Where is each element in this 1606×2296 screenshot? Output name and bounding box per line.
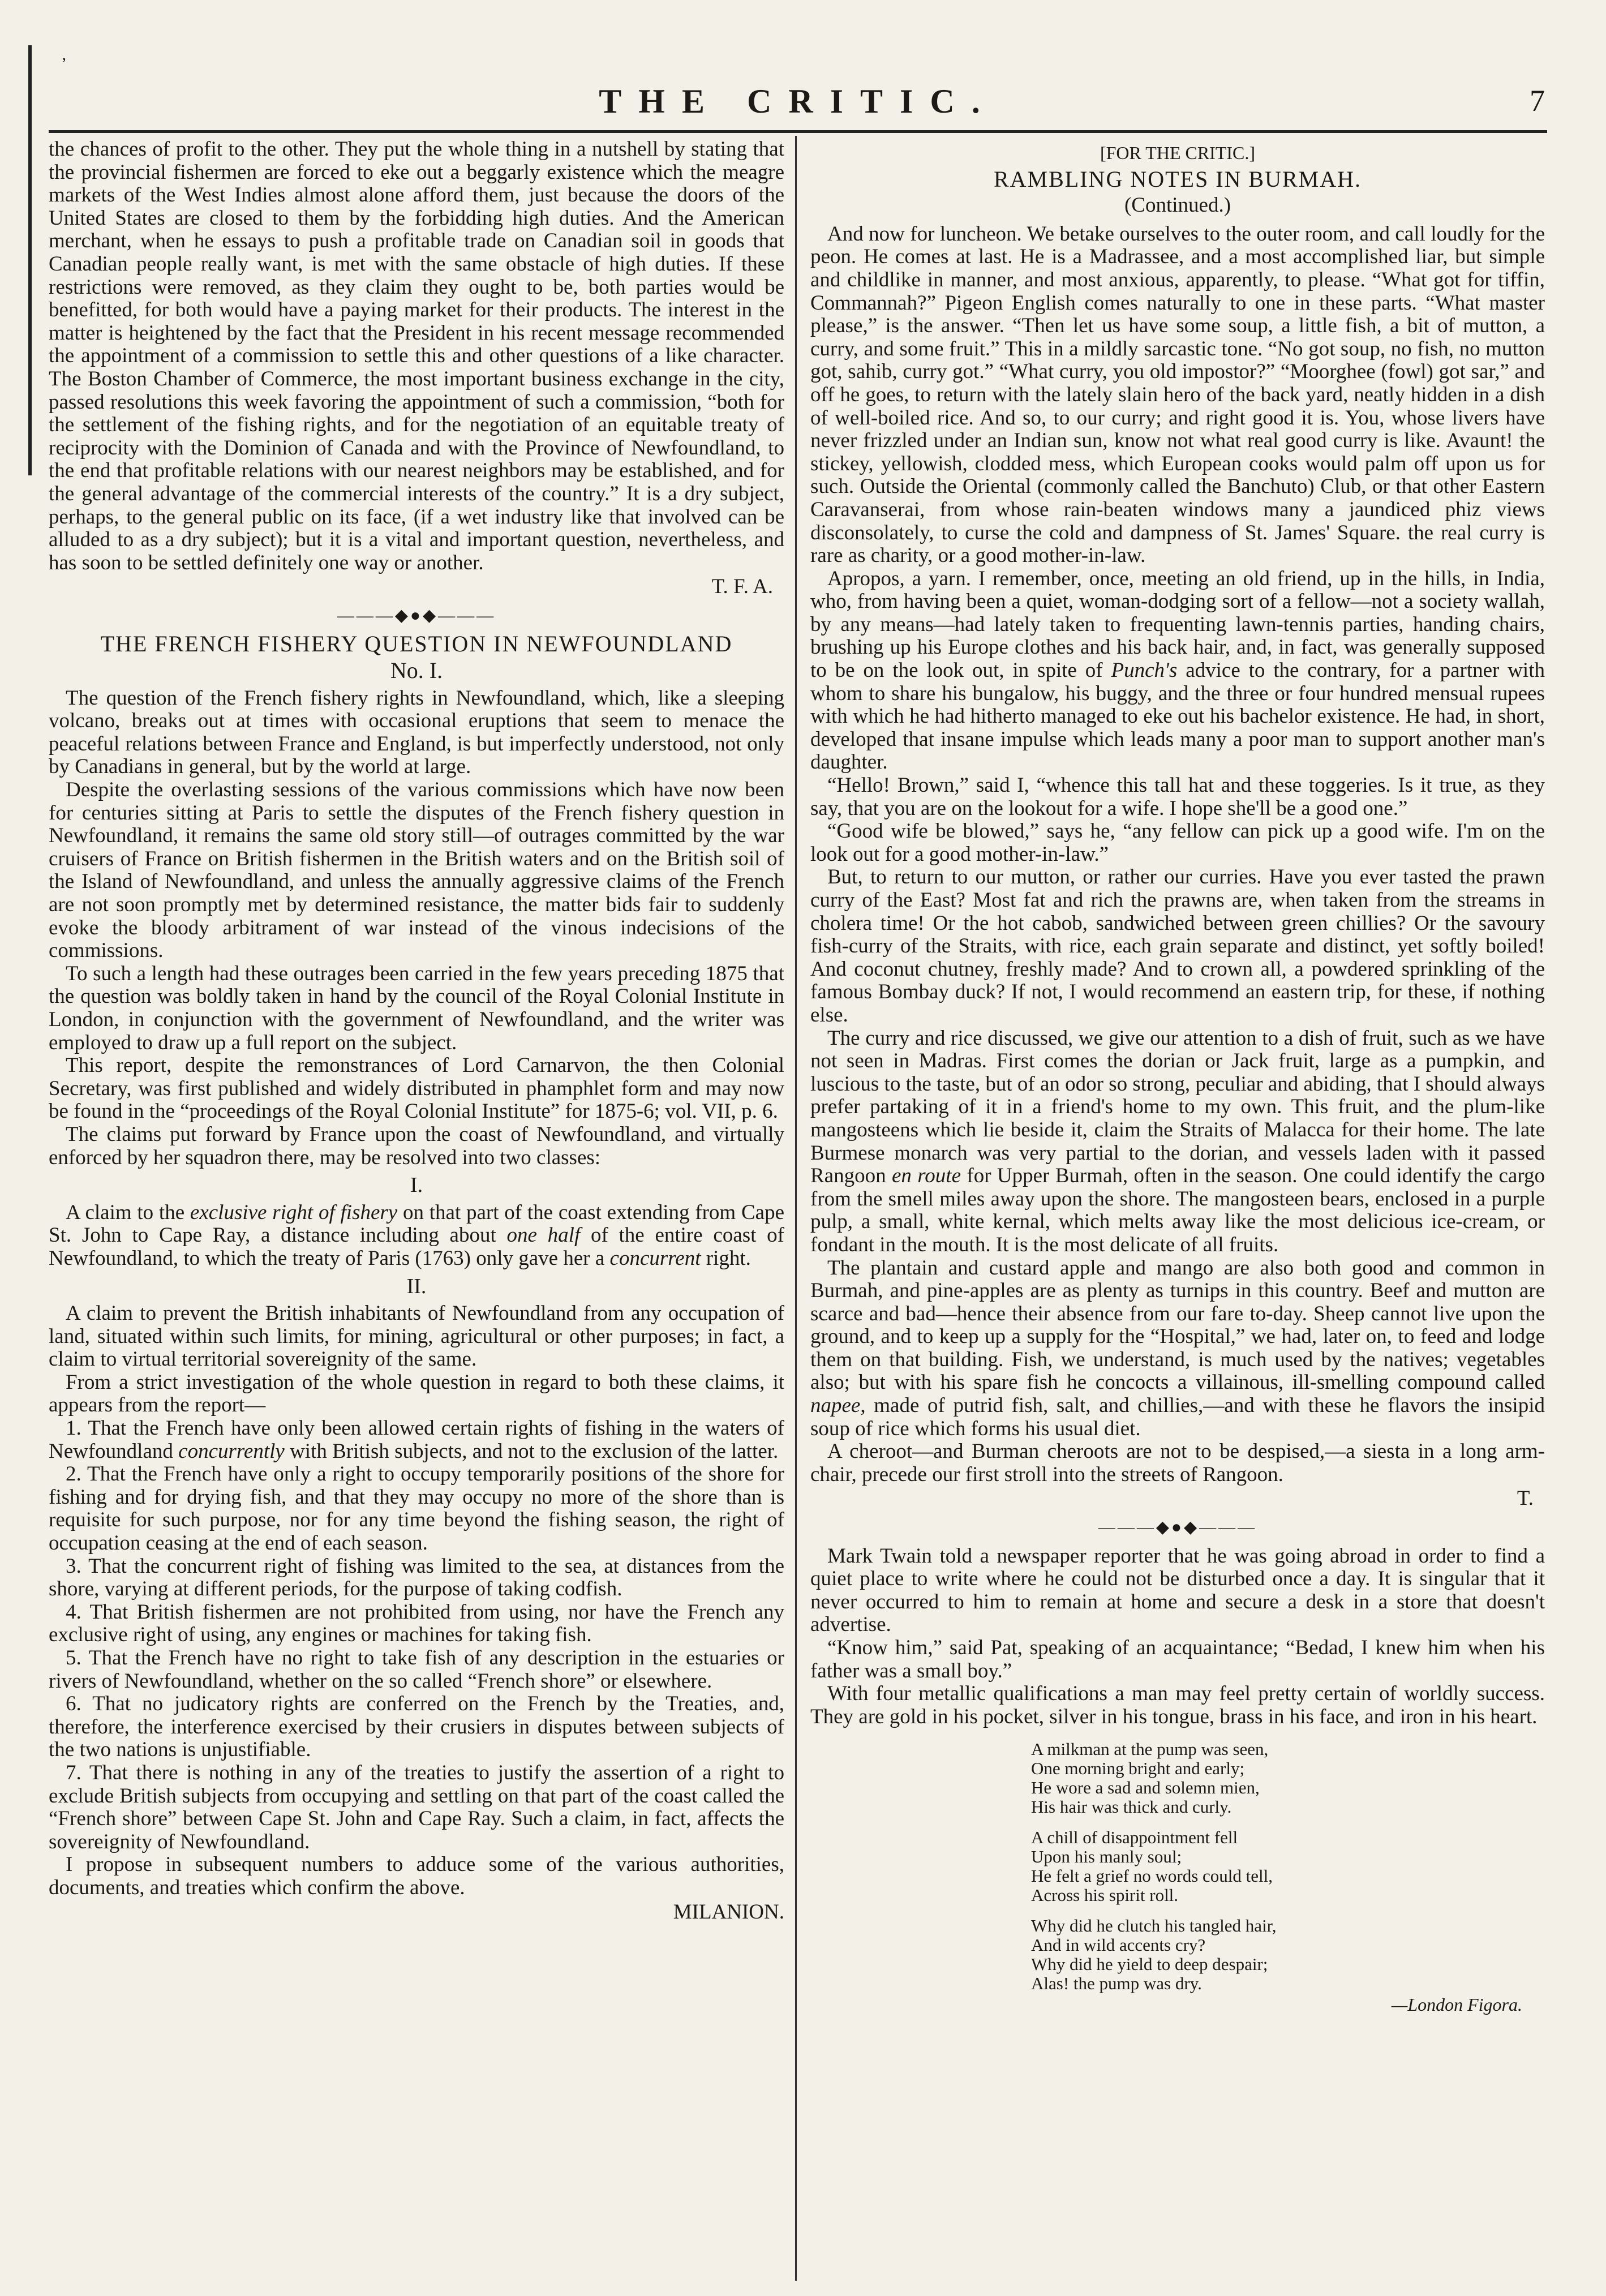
article-paragraph: the chances of profit to the other. They put the whole thing in a nutshell by stating that the provincial fishermen are forced to eke out a beggarly existence which the meagre markets of the West Indies almost alone afford them, just because the doors of the United States are closed to them by the forbidding high duties. And the American merchant, when he essays to push a profitable trade on Canadian soil in goods that Canadian people really want, is met with the same obstacle of high duties. If these restrictions were removed, as they claim they ought to be, both parties would be benefitted, for both would have a paying market for their products. The interest in the matter is heightened by the fact that the President in his recent message recommended the appointment of a commission to settle this and other questions of a like character. The Boston Chamber of Commerce, the most important business exchange in the city, passed resolutions this week favoring the appointment of such a commission, “both for the settlement of the fishing rights, and for the negotiation of an equitable treaty of reciprocity with the Dominion of Canada and with the Province of Newfoundland, to the end that profitable relations with our nearest neighbors may be established, and for the general advantage of the commercial interests of the country.” It is a dry subject, perhaps, to the general public on its face, (if a wet industry like that involved can be alluded to as a dry subject); but it is a vital and important question, nevertheless, and has soon to be settled definitely one way or another. [49, 138, 784, 574]
poem-stanza [1031, 1828, 1545, 1905]
list-item: 2. That the French have only a right to occupy temporarily positions of the shore for fishing and for drying fish, and that they may occupy no more of the shore than is requisite for such purpose, nor for any time beyond the fishing season, the right of occupation ceasing at the end of each season. [49, 1462, 784, 1555]
page-number: 7 [1530, 84, 1545, 118]
article-paragraph: Mark Twain told a newspaper reporter that he was going abroad in order to find a quiet place to write where he could not be disturbed once a day. It is singular that it never occurred to him to remain at home and secure a desk in a store that doesn't advertise. [810, 1544, 1545, 1637]
article-note: [FOR THE CRITIC.] [1100, 143, 1256, 163]
article-paragraph: From a strict investigation of the whole question in regard to both these claims, it appears from the report— [49, 1370, 784, 1417]
scan-edge-mark [28, 45, 32, 475]
poem-line: Why did he clutch his tangled hair, [1031, 1916, 1277, 1936]
poem-line: A chill of disappointment fell [1031, 1827, 1238, 1848]
poem-line: And in wild accents cry? [1031, 1935, 1206, 1955]
poem-line: His hair was thick and curly. [1031, 1797, 1232, 1817]
list-item: 7. That there is nothing in any of the treaties to justify the assertion of a right to exclude British subjects from occupying and settling on that part of the coast called the “French shore” between Cape St. John and Cape Ray. Such a claim, in fact, affects the sovereignity of Newfoundland. [49, 1761, 784, 1853]
section-ornament: ———◆●◆——— [337, 606, 496, 625]
list-item: 1. That the French have only been allowed certain rights of fishing in the waters of Newfoundland concurrently with British subjects, and not to the exclusion of the latter. [49, 1417, 784, 1463]
article-signature: T. [1517, 1487, 1534, 1510]
masthead-rule [49, 130, 1547, 133]
section-ornament: ———◆●◆——— [1098, 1518, 1257, 1537]
list-item: 3. That the concurrent right of fishing was limited to the sea, at distances from the shore, varying at different periods, for the purpose of taking codfish. [49, 1554, 784, 1601]
article-number: No. I. [390, 658, 443, 684]
article-paragraph: And now for luncheon. We betake ourselves to the outer room, and call loudly for the peon. He comes at last. He is a Madrassee, and a most accomplished liar, but simple and childlike in manner, and most anxious, apparently, to please. “What got for tiffin, Commannah?” Pigeon English comes naturally to one in these parts. “What master please,” is the answer. “Then let us have some soup, a little fish, a bit of mutton, a curry, and some fruit.” This in a mildly sarcastic tone. “No got soup, no fish, no mutton got, sahib, curry got.” “What curry, you old impostor?” “Moorghee (fowl) got sar,” and off he goes, to return with the lately slain hero of the back yard, neatly hidden in a dish of well-boiled rice. And so, to our curry; and right good it is. You, whose livers have never frizzled under an Indian sun, know not what real good curry is like. Avaunt! the stickey, yellowish, clodded mess, which European cooks would palm off upon us for such. Outside the Oriental (commonly called the Banchuto) Club, or that other Eastern Caravanserai, from whose rain-beaten windows many a jaundiced phiz views disconsolately, to curse the cold and dampness of St. James' Square. the real curry is rare as charity, or a good mother-in-law. [810, 222, 1545, 568]
left-column [49, 138, 784, 2273]
section-numeral: I. [410, 1173, 423, 1198]
article-signature: MILANION. [673, 1900, 784, 1924]
column-divider [795, 136, 797, 2281]
poem-stanza [1031, 1916, 1545, 1993]
poem-line: A milkman at the pump was seen, [1031, 1739, 1269, 1759]
article-paragraph: But, to return to our mutton, or rather our curries. Have you ever tasted the prawn curry of the East? Most fat and rich the prawns are, when taken from the streams in cholera time! Or the hot cabob, sandwiched between green chillies? Or the savoury fish-curry of the Straits, with rice, each grain separate and distinct, yet softly boiled! And coconut chutney, freshly made? And to crown all, a powdered sprinkling of the famous Bombay duck? If not, I would recommend an eastern trip, for these, if nothing else. [810, 865, 1545, 1027]
list-item: 4. That British fishermen are not prohibited from using, nor have the French any exclusive right of using, any engines or machines for taking fish. [49, 1600, 784, 1647]
article-signature: T. F. A. [711, 575, 773, 599]
article-paragraph: A claim to the exclusive right of fishery on that part of the coast extending from Cape St. John to Cape Ray, a distance including about one half of the entire coast of Newfoundland, to which the treaty of Paris (1763) only gave her a concurrent right. [49, 1200, 784, 1270]
article-paragraph: A cheroot—and Burman cheroots are not to be despised,—a siesta in a long arm-chair, precede our first stroll into the streets of Rangoon. [810, 1440, 1545, 1486]
article-paragraph: A claim to prevent the British inhabitants of Newfoundland from any occupation of land, situated within such limits, for mining, agricultural or other purposes; in fact, a claim to virtual territorial sovereignity of the same. [49, 1302, 784, 1371]
article-paragraph: The curry and rice discussed, we give our attention to a dish of fruit, such as we have not seen in Madras. First comes the dorian or Jack fruit, large as a pumpkin, and luscious to the taste, but of an odor so strong, peculiar and abiding, that I should always prefer partaking of it in a friend's home to my own. This fruit, and the plum-like mangosteens which lie beside it, claim the Straits of Malacca for their home. The late Burmese monarch was very partial to the dorian, and vessels laden with it passed Rangoon en route for Upper Burmah, often in the season. One could identify the cargo from the smell miles away upon the shore. The mangosteen bears, enclosed in a purple pulp, a small, white kernal, which melts away like the most delicious ice-cream, or fondant in the mouth. It is the most delicate of all fruits. [810, 1026, 1545, 1256]
right-column [810, 138, 1545, 2273]
poem-line: One morning bright and early; [1031, 1758, 1245, 1779]
article-paragraph: To such a length had these outrages been carried in the few years preceding 1875 that the question was boldly taken in hand by the council of the Royal Colonial Institute in London, in conjunction with the government of Newfoundland, and the writer was employed to draw up a full report on the subject. [49, 962, 784, 1054]
article-paragraph: With four metallic qualifications a man may feel pretty certain of worldly success. They are gold in his pocket, silver in his tongue, brass in his face, and iron in his heart. [810, 1682, 1545, 1728]
article-paragraph: The question of the French fishery rights in Newfoundland, which, like a sleeping volcano, breaks out at times with occasional eruptions that seem to menace the peaceful relations between France and England, is but imperfectly understood, not only by Canadians in general, but by the world at large. [49, 686, 784, 779]
poem-line: He felt a grief no words could tell, [1031, 1866, 1273, 1886]
article-paragraph: “Hello! Brown,” said I, “whence this tall hat and these toggeries. Is it true, as they say, that you are on the lookout for a wife. I hope she'll be a good one.” [810, 774, 1545, 820]
article-paragraph: This report, despite the remonstrances of Lord Carnarvon, the then Colonial Secretary, was first published and widely distributed in phamphlet form and may now be found in the “proceedings of the Royal Colonial Institute” for 1875-6; vol. VII, p. 6. [49, 1054, 784, 1123]
list-item: 6. That no judicatory rights are conferred on the French by the Treaties, and, therefore, the interference exercised by their crusiers in disputes between subjects of the two nations is unjustifiable. [49, 1692, 784, 1762]
article-heading: THE FRENCH FISHERY QUESTION IN NEWFOUNDLAND [100, 631, 733, 657]
article-heading: RAMBLING NOTES IN BURMAH. [993, 166, 1362, 192]
poem-stanza [1031, 1740, 1545, 1817]
masthead-title: THE CRITIC. [599, 83, 997, 120]
poem [1031, 1740, 1545, 1993]
poem-line: He wore a sad and solemn mien, [1031, 1778, 1260, 1798]
scan-speck: ’ [61, 54, 67, 73]
poem-line: Upon his manly soul; [1031, 1847, 1182, 1867]
article-paragraph: The plantain and custard apple and mango are also both good and common in Burmah, and pine-apples are as plenty as turnips in this country. Beef and mutton are scarce and bad—hence their absence from our fare to-day. Sheep cannot live upon the ground, and to keep up a supply for the “Hospital,” we had, later on, to feed and lodge them on that building. Fish, we understand, is much used by the natives; vegetables also; but with his spare fish he concocts a villainous, ill-smelling compound called napee, made of putrid fish, salt, and chillies,—and with these he flavors the insipid soup of rice which forms his usual diet. [810, 1256, 1545, 1440]
poem-line: Why did he yield to deep despair; [1031, 1954, 1268, 1975]
article-paragraph: “Know him,” said Pat, speaking of an acquaintance; “Bedad, I knew him when his father was a small boy.” [810, 1636, 1545, 1683]
article-paragraph: “Good wife be blowed,” says he, “any fellow can pick up a good wife. I'm on the look out for a good mother-in-law.” [810, 819, 1545, 866]
article-paragraph: The claims put forward by France upon the coast of Newfoundland, and virtually enforced by her squadron there, may be resolved into two classes: [49, 1122, 784, 1169]
section-numeral: II. [406, 1274, 427, 1298]
poem-line: Alas! the pump was dry. [1031, 1973, 1202, 1994]
article-paragraph: Despite the overlasting sessions of the various commissions which have now been for centuries sitting at Paris to settle the disputes of the French fishery question in Newfoundland, it remains the same old story still—of outrages committed by the war cruisers of France on British fishermen in the British waters and on the British soil of the Island of Newfoundland, and unless the annually aggressive claims of the French are not soon promptly met by determined resistance, the matter bids fair to suddenly evoke the bloody arbitrament of war instead of the vinous indecisions of the commissions. [49, 778, 784, 963]
article-paragraph: Apropos, a yarn. I remember, once, meeting an old friend, up in the hills, in India, who, from having been a quiet, woman-dodging sort of a fellow—not a society wallah, by any means—had lately taken to frequenting lawn-tennis parties, handing chairs, brushing up his Europe clothes and his back hair, and, in fact, was generally supposed to be on the look out, in spite of Punch's advice to the contrary, for a partner with whom to share his bungalow, his buggy, and the three or four hundred mensual rupees with which he had hitherto managed to eke out his bachelor existence. He had, in short, developed that insane impulse which leads many a poor man to support another man's daughter. [810, 567, 1545, 774]
article-paragraph: I propose in subsequent numbers to adduce some of the various authorities, documents, and treaties which confirm the above. [49, 1853, 784, 1899]
masthead [51, 82, 1545, 134]
poem-line: Across his spirit roll. [1031, 1885, 1179, 1906]
list-item: 5. That the French have no right to take fish of any description in the estuaries or rivers of Newfoundland, whether on the so called “French shore” or elsewhere. [49, 1646, 784, 1693]
poem-credit: —London Figora. [1391, 1994, 1522, 2015]
article-continued: (Continued.) [1124, 194, 1231, 217]
